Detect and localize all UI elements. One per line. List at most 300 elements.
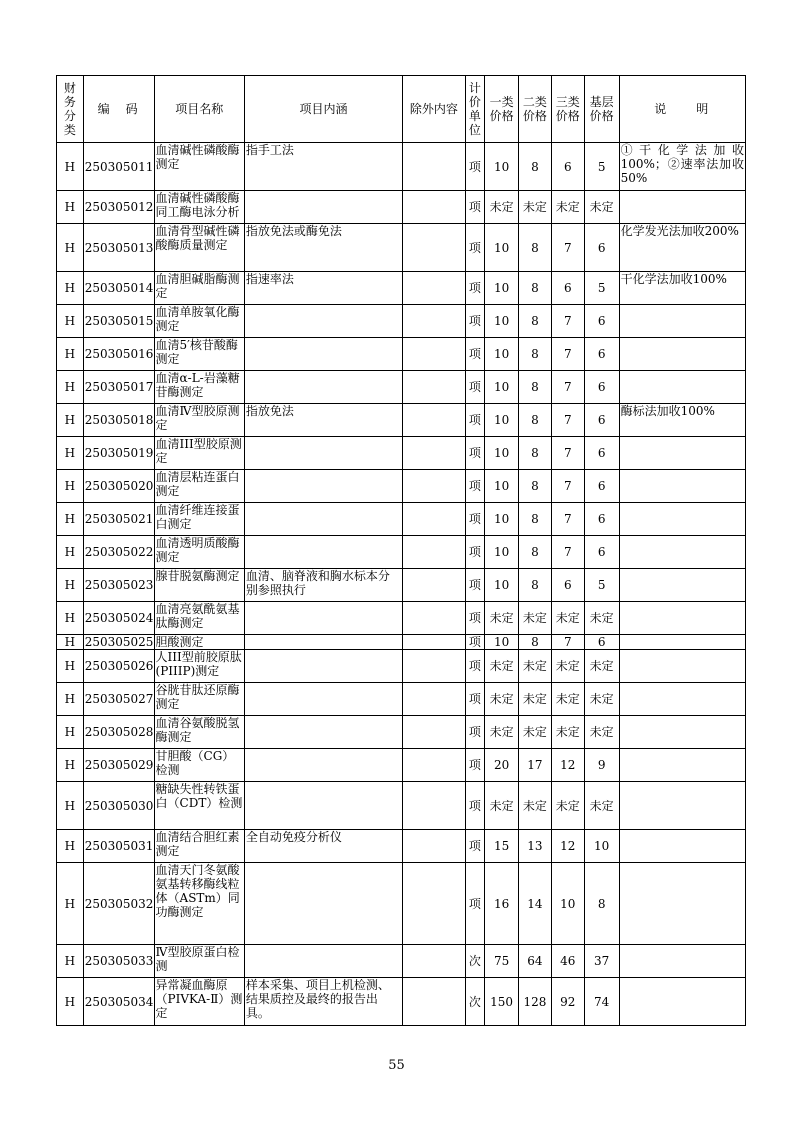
row-price-2: 8: [519, 143, 552, 191]
row-unit: 项: [465, 863, 485, 945]
row-price-4: 6: [584, 305, 619, 338]
table-row: [57, 437, 746, 470]
row-content: 指放免法: [244, 404, 402, 437]
row-content: [244, 782, 402, 830]
row-category: H: [57, 650, 84, 683]
row-exclusions: [403, 716, 466, 749]
row-content: 指放免法或酶免法: [244, 224, 402, 272]
row-code: 250305021: [83, 503, 154, 536]
row-price-4: 6: [584, 224, 619, 272]
row-name: 血清5′核苷酸酶测定: [154, 338, 244, 371]
row-price-4: 未定: [584, 782, 619, 830]
row-note: [619, 602, 745, 635]
table-row: [57, 716, 746, 749]
row-exclusions: [403, 503, 466, 536]
row-note: [619, 338, 745, 371]
row-price-4: 10: [584, 830, 619, 863]
row-exclusions: [403, 338, 466, 371]
row-content: [244, 945, 402, 978]
row-price-1: 10: [485, 470, 519, 503]
row-price-1: 未定: [485, 650, 519, 683]
row-category: H: [57, 338, 84, 371]
header-price-1: 一类价格: [485, 76, 519, 143]
row-category: H: [57, 830, 84, 863]
row-price-2: 8: [519, 371, 552, 404]
row-exclusions: [403, 978, 466, 1026]
row-name: 异常凝血酶原（PIVKA-Ⅱ）测定: [154, 978, 244, 1026]
row-code: 250305026: [83, 650, 154, 683]
row-price-2: 8: [519, 338, 552, 371]
row-content: 指速率法: [244, 272, 402, 305]
table-row: [57, 863, 746, 945]
row-content: [244, 305, 402, 338]
row-price-3: 10: [551, 863, 584, 945]
row-note: [619, 569, 745, 602]
row-price-3: 未定: [551, 191, 584, 224]
row-exclusions: [403, 863, 466, 945]
row-note: [619, 782, 745, 830]
row-price-1: 16: [485, 863, 519, 945]
row-unit: 项: [465, 782, 485, 830]
row-price-3: 92: [551, 978, 584, 1026]
row-exclusions: [403, 602, 466, 635]
row-note: [619, 863, 745, 945]
table-row: [57, 272, 746, 305]
row-unit: 项: [465, 437, 485, 470]
row-unit: 项: [465, 830, 485, 863]
row-unit: 项: [465, 749, 485, 782]
row-price-1: 未定: [485, 191, 519, 224]
row-price-4: 5: [584, 143, 619, 191]
row-unit: 项: [465, 338, 485, 371]
row-code: 250305012: [83, 191, 154, 224]
row-price-2: 未定: [519, 716, 552, 749]
row-code: 250305029: [83, 749, 154, 782]
row-name: 血清III型胶原测定: [154, 437, 244, 470]
row-note: [619, 191, 745, 224]
row-price-3: 7: [551, 503, 584, 536]
row-exclusions: [403, 143, 466, 191]
row-name: 血清纤维连接蛋白测定: [154, 503, 244, 536]
table-row: [57, 569, 746, 602]
row-content: [244, 470, 402, 503]
row-price-4: 6: [584, 404, 619, 437]
row-note: [619, 503, 745, 536]
row-content: [244, 437, 402, 470]
row-note: [619, 437, 745, 470]
row-content: [244, 371, 402, 404]
row-price-2: 8: [519, 437, 552, 470]
row-price-4: 6: [584, 470, 619, 503]
row-code: 250305031: [83, 830, 154, 863]
row-price-3: 12: [551, 830, 584, 863]
table-row: [57, 470, 746, 503]
row-price-2: 8: [519, 305, 552, 338]
row-name: 甘胆酸（CG）检测: [154, 749, 244, 782]
row-price-4: 未定: [584, 191, 619, 224]
row-code: 250305020: [83, 470, 154, 503]
row-exclusions: [403, 536, 466, 569]
row-category: H: [57, 272, 84, 305]
row-unit: 项: [465, 602, 485, 635]
row-content: [244, 650, 402, 683]
table-row: [57, 305, 746, 338]
row-price-4: 未定: [584, 716, 619, 749]
row-content: [244, 602, 402, 635]
row-unit: 项: [465, 716, 485, 749]
row-name: 血清骨型碱性磷酸酶质量测定: [154, 224, 244, 272]
page-number: 55: [388, 1058, 405, 1073]
row-exclusions: [403, 782, 466, 830]
row-exclusions: [403, 437, 466, 470]
row-unit: 项: [465, 536, 485, 569]
row-name: 血清Ⅳ型胶原测定: [154, 404, 244, 437]
row-price-3: 7: [551, 404, 584, 437]
row-category: H: [57, 978, 84, 1026]
row-name: 糖缺失性转铁蛋白（CDT）检测: [154, 782, 244, 830]
row-name: 血清单胺氧化酶测定: [154, 305, 244, 338]
row-price-4: 9: [584, 749, 619, 782]
row-code: 250305019: [83, 437, 154, 470]
row-price-2: 8: [519, 536, 552, 569]
row-unit: 项: [465, 470, 485, 503]
row-unit: 项: [465, 404, 485, 437]
row-category: H: [57, 503, 84, 536]
header-price-2: 二类价格: [519, 76, 552, 143]
row-name: 血清碱性磷酸酶测定: [154, 143, 244, 191]
table-row: [57, 338, 746, 371]
row-category: H: [57, 602, 84, 635]
row-price-1: 10: [485, 143, 519, 191]
header-name: 项目名称: [154, 76, 244, 143]
row-price-3: 未定: [551, 782, 584, 830]
row-price-2: 未定: [519, 602, 552, 635]
row-price-2: 8: [519, 635, 552, 650]
row-price-1: 10: [485, 371, 519, 404]
row-code: 250305024: [83, 602, 154, 635]
row-name: 腺苷脱氨酶测定: [154, 569, 244, 602]
table-row: [57, 683, 746, 716]
row-price-2: 8: [519, 470, 552, 503]
row-note: [619, 945, 745, 978]
row-category: H: [57, 716, 84, 749]
row-unit: 项: [465, 143, 485, 191]
price-table: [56, 75, 746, 1026]
row-price-1: 10: [485, 635, 519, 650]
table-row: [57, 143, 746, 191]
row-price-3: 未定: [551, 602, 584, 635]
row-price-1: 10: [485, 305, 519, 338]
row-price-3: 未定: [551, 716, 584, 749]
row-code: 250305014: [83, 272, 154, 305]
row-price-1: 10: [485, 272, 519, 305]
row-price-4: 6: [584, 437, 619, 470]
row-unit: 项: [465, 305, 485, 338]
row-price-1: 10: [485, 569, 519, 602]
row-exclusions: [403, 635, 466, 650]
row-code: 250305011: [83, 143, 154, 191]
row-exclusions: [403, 305, 466, 338]
table-row: [57, 830, 746, 863]
row-price-4: 6: [584, 503, 619, 536]
table-row: [57, 602, 746, 635]
row-price-2: 未定: [519, 683, 552, 716]
row-note: 化学发光法加收200%: [619, 224, 745, 272]
row-note: [619, 716, 745, 749]
row-price-2: 未定: [519, 650, 552, 683]
row-price-1: 15: [485, 830, 519, 863]
row-price-4: 5: [584, 569, 619, 602]
row-code: 250305034: [83, 978, 154, 1026]
table-row: [57, 224, 746, 272]
table-row: [57, 749, 746, 782]
row-category: H: [57, 437, 84, 470]
row-content: [244, 683, 402, 716]
row-content: [244, 635, 402, 650]
row-unit: 项: [465, 191, 485, 224]
row-price-4: 5: [584, 272, 619, 305]
header-content: 项目内涵: [244, 76, 402, 143]
row-price-2: 14: [519, 863, 552, 945]
row-price-1: 10: [485, 338, 519, 371]
row-category: H: [57, 683, 84, 716]
row-content: [244, 863, 402, 945]
row-category: H: [57, 305, 84, 338]
row-code: 250305028: [83, 716, 154, 749]
row-price-1: 10: [485, 437, 519, 470]
row-note: 干化学法加收100%: [619, 272, 745, 305]
header-code: 编 码: [83, 76, 154, 143]
table-body: [57, 143, 746, 1026]
row-name: 胆酸测定: [154, 635, 244, 650]
row-exclusions: [403, 650, 466, 683]
row-note: [619, 683, 745, 716]
row-price-4: 6: [584, 635, 619, 650]
header-price-3: 三类价格: [551, 76, 584, 143]
row-name: 血清透明质酸酶测定: [154, 536, 244, 569]
row-price-4: 未定: [584, 683, 619, 716]
row-unit: 项: [465, 683, 485, 716]
row-content: [244, 191, 402, 224]
row-price-4: 6: [584, 536, 619, 569]
row-price-3: 未定: [551, 650, 584, 683]
row-price-1: 20: [485, 749, 519, 782]
table-row: [57, 978, 746, 1026]
row-price-3: 未定: [551, 683, 584, 716]
row-price-3: 6: [551, 569, 584, 602]
row-content: 样本采集、项目上机检测、结果质控及最终的报告出具。: [244, 978, 402, 1026]
row-price-4: 74: [584, 978, 619, 1026]
row-code: 250305013: [83, 224, 154, 272]
row-price-3: 7: [551, 305, 584, 338]
row-content: [244, 749, 402, 782]
table-row: [57, 635, 746, 650]
row-name: 血清α-L-岩藻糖苷酶测定: [154, 371, 244, 404]
row-name: 血清层粘连蛋白测定: [154, 470, 244, 503]
table-row: [57, 371, 746, 404]
row-category: H: [57, 371, 84, 404]
row-unit: 项: [465, 569, 485, 602]
row-price-3: 7: [551, 635, 584, 650]
row-note: [619, 830, 745, 863]
row-price-2: 未定: [519, 782, 552, 830]
row-unit: 次: [465, 978, 485, 1026]
row-price-3: 6: [551, 143, 584, 191]
row-category: H: [57, 635, 84, 650]
row-price-2: 8: [519, 404, 552, 437]
row-category: H: [57, 191, 84, 224]
table-row: [57, 503, 746, 536]
row-category: H: [57, 470, 84, 503]
row-price-2: 8: [519, 272, 552, 305]
row-price-1: 未定: [485, 716, 519, 749]
row-code: 250305016: [83, 338, 154, 371]
row-price-4: 未定: [584, 602, 619, 635]
row-note: [619, 749, 745, 782]
row-exclusions: [403, 945, 466, 978]
row-price-2: 未定: [519, 191, 552, 224]
row-note: 酶标法加收100%: [619, 404, 745, 437]
row-content: 血清、脑脊液和胸水标本分别参照执行: [244, 569, 402, 602]
row-price-2: 17: [519, 749, 552, 782]
row-content: 指手工法: [244, 143, 402, 191]
row-exclusions: [403, 404, 466, 437]
row-price-4: 6: [584, 338, 619, 371]
header-note: 说 明: [619, 76, 745, 143]
header-exclusions: 除外内容: [403, 76, 466, 143]
row-price-3: 12: [551, 749, 584, 782]
row-unit: 次: [465, 945, 485, 978]
table-row: [57, 191, 746, 224]
row-content: [244, 503, 402, 536]
row-price-4: 未定: [584, 650, 619, 683]
row-category: H: [57, 224, 84, 272]
row-code: 250305027: [83, 683, 154, 716]
row-price-2: 128: [519, 978, 552, 1026]
row-code: 250305032: [83, 863, 154, 945]
row-price-4: 6: [584, 371, 619, 404]
row-code: 250305015: [83, 305, 154, 338]
row-name: 血清碱性磷酸酶同工酶电泳分析: [154, 191, 244, 224]
row-price-1: 150: [485, 978, 519, 1026]
row-price-3: 7: [551, 224, 584, 272]
header-category: 财务分类: [57, 76, 84, 143]
row-price-1: 未定: [485, 683, 519, 716]
row-category: H: [57, 945, 84, 978]
row-content: [244, 716, 402, 749]
row-exclusions: [403, 683, 466, 716]
row-code: 250305017: [83, 371, 154, 404]
row-price-3: 46: [551, 945, 584, 978]
header-price-4: 基层价格: [584, 76, 619, 143]
row-category: H: [57, 749, 84, 782]
row-price-1: 10: [485, 224, 519, 272]
row-name: Ⅳ型胶原蛋白检测: [154, 945, 244, 978]
row-name: 血清天门冬氨酸氨基转移酶线粒体（ASTm）同功酶测定: [154, 863, 244, 945]
row-unit: 项: [465, 371, 485, 404]
row-price-1: 10: [485, 536, 519, 569]
row-exclusions: [403, 470, 466, 503]
row-category: H: [57, 536, 84, 569]
row-exclusions: [403, 224, 466, 272]
row-price-4: 37: [584, 945, 619, 978]
row-category: H: [57, 143, 84, 191]
row-exclusions: [403, 749, 466, 782]
table-row: [57, 782, 746, 830]
row-exclusions: [403, 830, 466, 863]
row-code: 250305033: [83, 945, 154, 978]
row-name: 人III型前胶原肽(PIIIP)测定: [154, 650, 244, 683]
row-unit: 项: [465, 650, 485, 683]
table-row: [57, 650, 746, 683]
row-note: [619, 536, 745, 569]
row-price-1: 未定: [485, 782, 519, 830]
row-price-3: 6: [551, 272, 584, 305]
row-exclusions: [403, 569, 466, 602]
row-price-2: 8: [519, 503, 552, 536]
row-exclusions: [403, 191, 466, 224]
row-note: [619, 470, 745, 503]
row-name: 血清亮氨酰氨基肽酶测定: [154, 602, 244, 635]
row-price-3: 7: [551, 536, 584, 569]
row-price-1: 75: [485, 945, 519, 978]
row-category: H: [57, 863, 84, 945]
row-content: [244, 536, 402, 569]
row-unit: 项: [465, 224, 485, 272]
table-row: [57, 404, 746, 437]
row-code: 250305018: [83, 404, 154, 437]
row-name: 谷胱苷肽还原酶测定: [154, 683, 244, 716]
row-note: [619, 371, 745, 404]
row-code: 250305022: [83, 536, 154, 569]
row-content: [244, 338, 402, 371]
row-price-1: 10: [485, 503, 519, 536]
row-price-3: 7: [551, 437, 584, 470]
row-unit: 项: [465, 635, 485, 650]
row-price-1: 未定: [485, 602, 519, 635]
row-price-4: 8: [584, 863, 619, 945]
row-price-2: 64: [519, 945, 552, 978]
row-price-2: 8: [519, 224, 552, 272]
row-price-2: 13: [519, 830, 552, 863]
row-category: H: [57, 782, 84, 830]
row-price-3: 7: [551, 470, 584, 503]
row-name: 血清谷氨酸脱氢酶测定: [154, 716, 244, 749]
header-unit: 计价单位: [465, 76, 485, 143]
row-note: [619, 650, 745, 683]
row-category: H: [57, 569, 84, 602]
row-category: H: [57, 404, 84, 437]
row-content: 全自动免疫分析仪: [244, 830, 402, 863]
row-unit: 项: [465, 503, 485, 536]
row-note: [619, 978, 745, 1026]
row-exclusions: [403, 371, 466, 404]
row-price-3: 7: [551, 371, 584, 404]
row-price-3: 7: [551, 338, 584, 371]
table-row: [57, 536, 746, 569]
row-code: 250305023: [83, 569, 154, 602]
row-exclusions: [403, 272, 466, 305]
row-name: 血清胆碱脂酶测定: [154, 272, 244, 305]
row-code: 250305030: [83, 782, 154, 830]
row-name: 血清结合胆红素测定: [154, 830, 244, 863]
row-unit: 项: [465, 272, 485, 305]
row-code: 250305025: [84, 635, 154, 649]
row-price-2: 8: [519, 569, 552, 602]
row-note: [619, 635, 745, 650]
row-note: [619, 305, 745, 338]
header-row: [57, 76, 746, 143]
